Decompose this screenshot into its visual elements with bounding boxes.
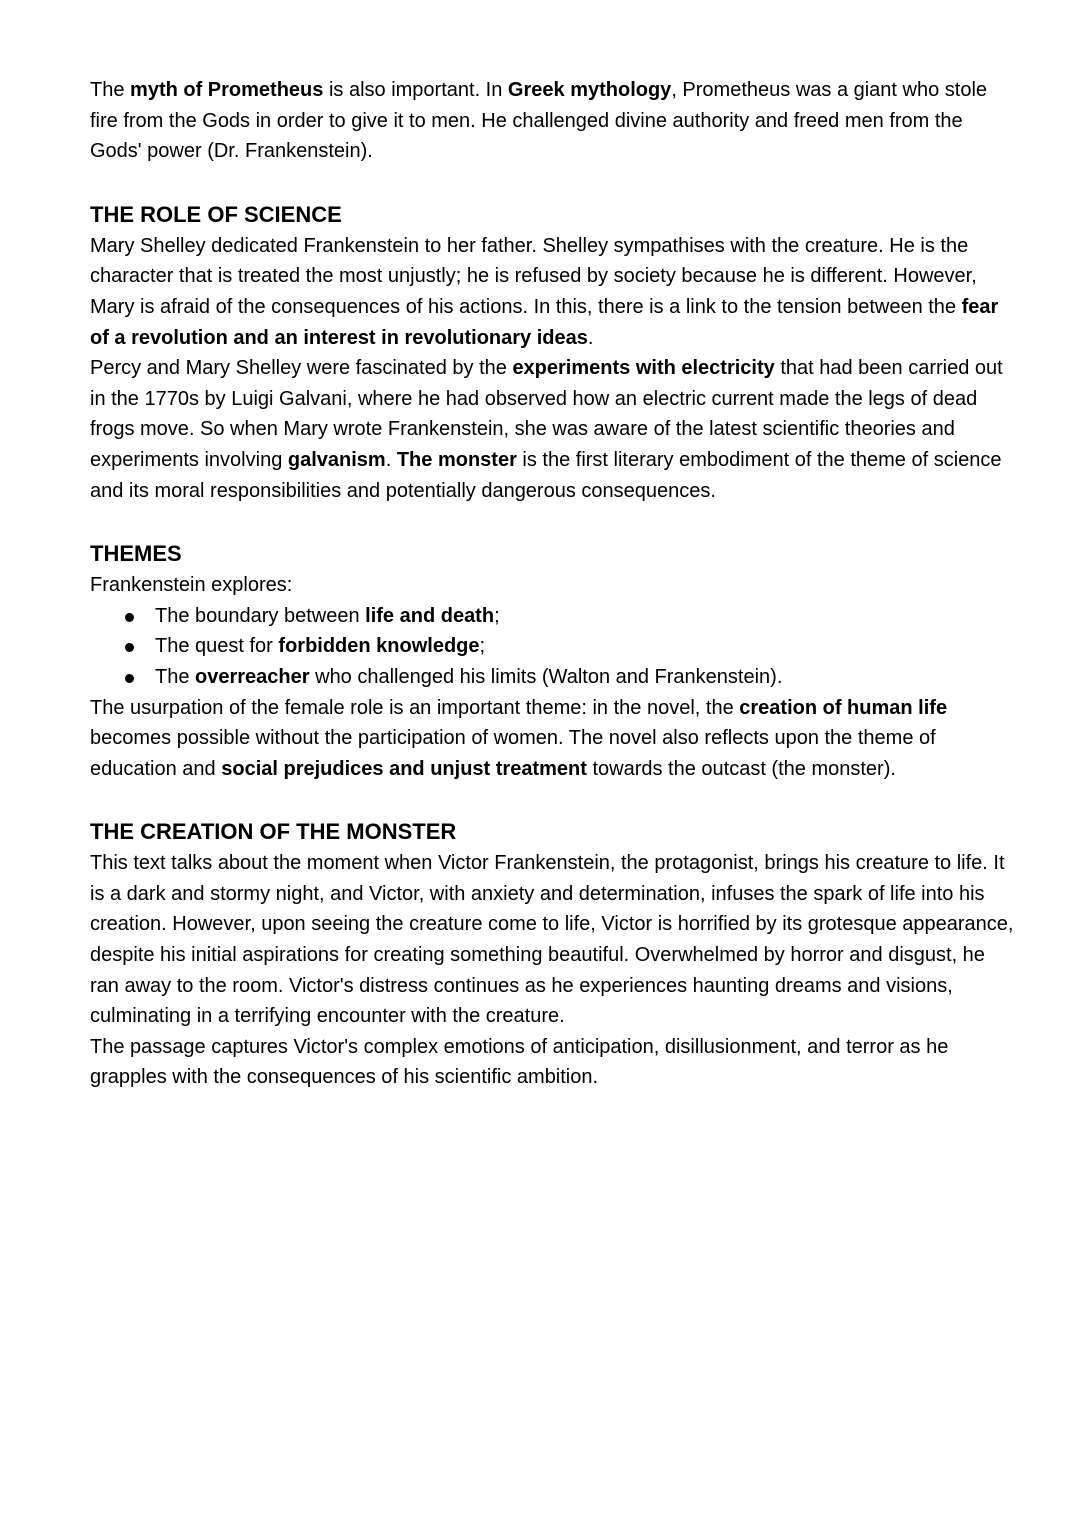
section-spacer xyxy=(90,506,1015,538)
list-item: The overreacher who challenged his limits (Walton and Frankenstein). xyxy=(90,662,1015,693)
heading-themes: THEMES xyxy=(90,541,182,567)
list-item: The boundary between life and death; xyxy=(90,601,1015,632)
heading-role-of-science: THE ROLE OF SCIENCE xyxy=(90,201,342,227)
section-spacer xyxy=(90,167,1015,199)
section-spacer xyxy=(90,784,1015,816)
bullet-icon xyxy=(125,674,134,683)
creation-paragraph-2: The passage captures Victor's complex emotions of anticipation, disillusionment, and terror as he grapples with the consequences of his scientific ambition. xyxy=(90,1035,949,1089)
heading-creation-of-the-monster: THE CREATION OF THE MONSTER xyxy=(90,819,457,845)
bullet-icon xyxy=(125,613,134,622)
themes-lead: Frankenstein explores: xyxy=(90,574,293,597)
intro-paragraph: The myth of Prometheus is also important. In Greek mythology, Prometheus was a giant who stole fire from the Gods in order to give it to men. He challenged divine authority and freed men from the Gods' power (Dr. Frankenstein). xyxy=(90,79,988,163)
emphasis-myth-of-prometheus: myth of Prometheus xyxy=(130,79,324,101)
science-paragraph-1: Mary Shelley dedicated Frankenstein to her father. Shelley sympathises with the creature. He is the character that is treated the most unjustly; he is refused by society because he is different. However, Mary is afraid of the consequences of his actions. In this, there is a link to the tension between the fear of a revolution and an interest in revolutionary ideas. xyxy=(90,234,999,349)
themes-list xyxy=(90,601,1015,693)
list-item: The quest for forbidden knowledge; xyxy=(90,631,1015,662)
bullet-icon xyxy=(125,643,134,652)
themes-paragraph: The usurpation of the female role is an important theme: in the novel, the creation of human life becomes possible without the participation of women. The novel also reflects upon the theme of education and social prejudices and unjust treatment towards the outcast (the monster). xyxy=(90,696,948,780)
document-page xyxy=(90,75,1015,1093)
emphasis-greek-mythology: Greek mythology xyxy=(507,79,672,101)
science-paragraph-2: Percy and Mary Shelley were fascinated by the experiments with electricity that had been carried out in the 1770s by Luigi Galvani, where he had observed how an electric current made the legs of dead frogs move. So when Mary wrote Frankenstein, she was aware of the latest scientific theories and experiments involving galvanism. The monster is the first literary embodiment of the theme of science and its moral responsibilities and potentially dangerous consequences. xyxy=(90,357,1003,502)
creation-paragraph-1: This text talks about the moment when Victor Frankenstein, the protagonist, brings his creature to life. It is a dark and stormy night, and Victor, with anxiety and determination, infuses the spark of life into his creation. However, upon seeing the creature come to life, Victor is horrified by its grotesque appearance, despite his initial aspirations for creating something beautiful. Overwhelmed by horror and disgust, he ran away to the room. Victor's distress continues as he experiences haunting dreams and visions, culminating in a terrifying encounter with the creature. xyxy=(90,852,1014,1028)
